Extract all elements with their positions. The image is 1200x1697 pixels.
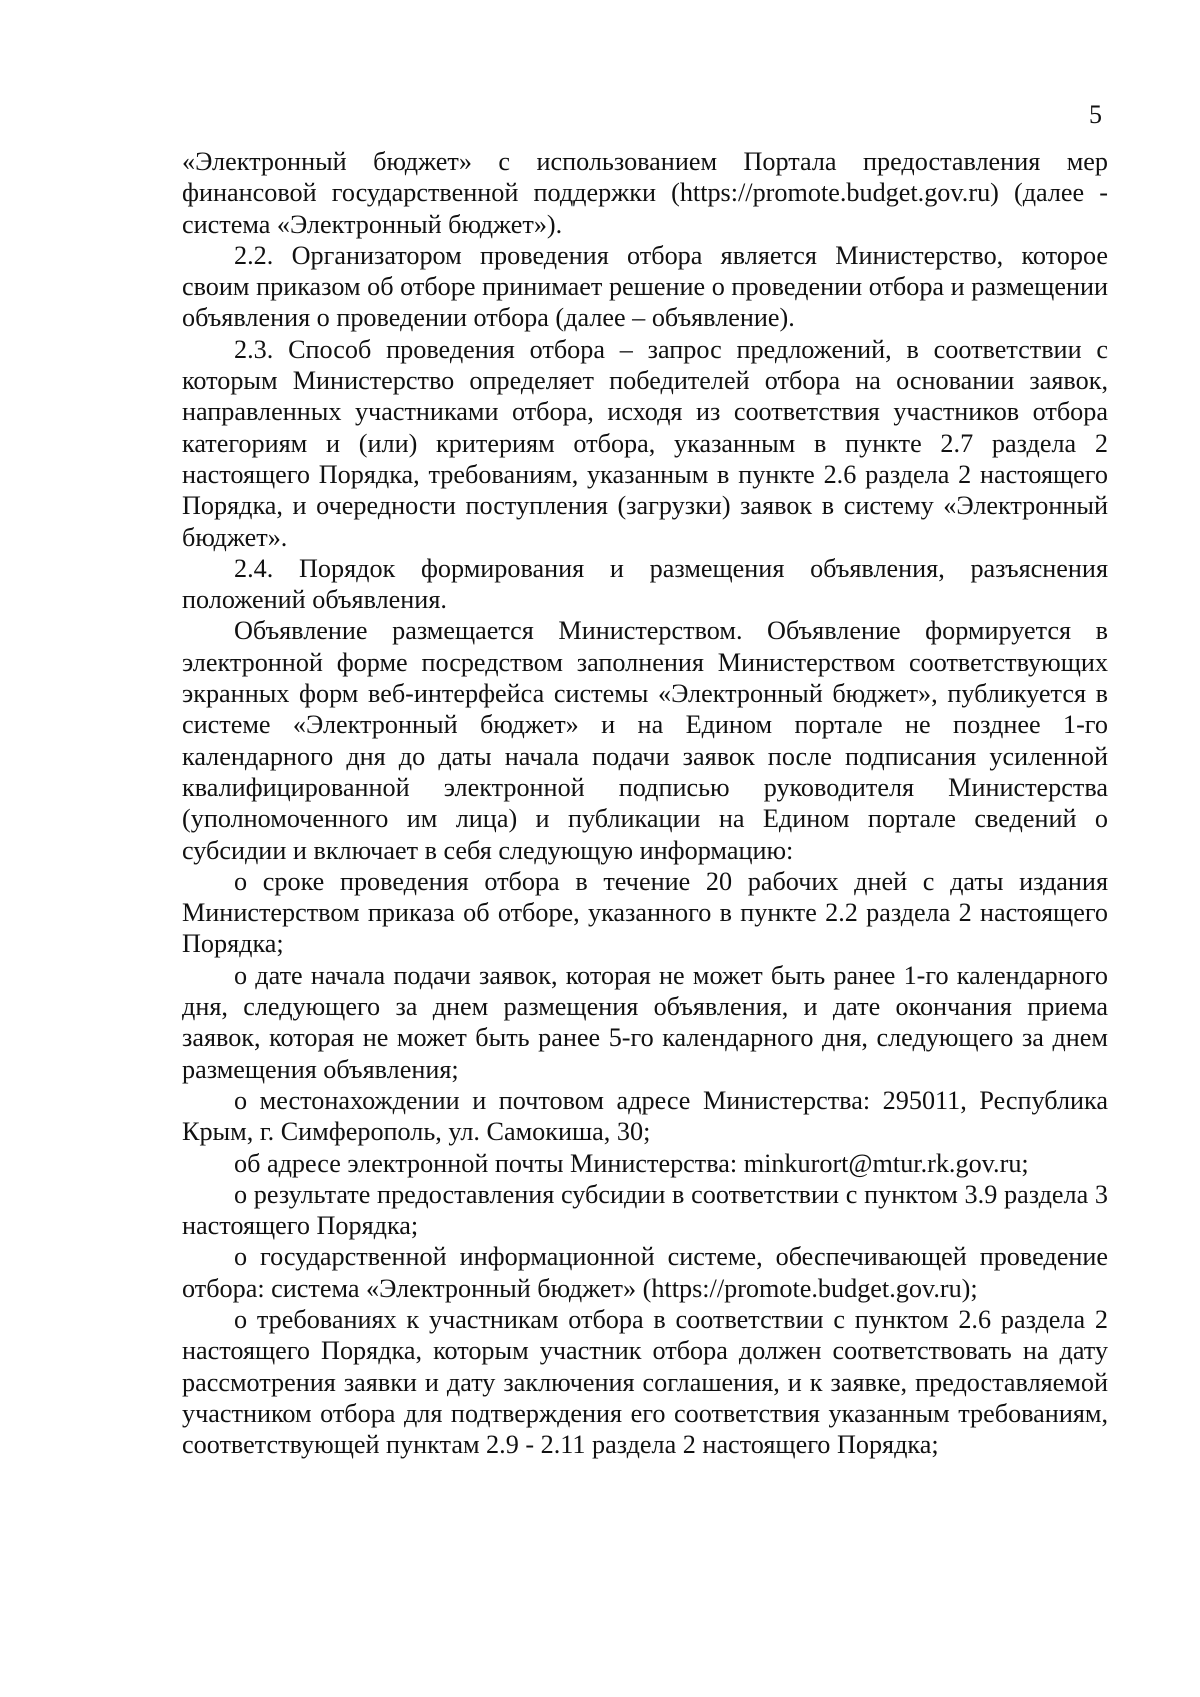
paragraph-application-dates: о дате начала подачи заявок, которая не может быть ранее 1-го календарного дня, следующего за днем размещения объявления, и дате окончания приема заявок, которая не может быть ранее 5-го календарного дня, следующего за днем размещения объявления;: [182, 960, 1108, 1084]
paragraph-selection-term: о сроке проведения отбора в течение 20 рабочих дней с даты издания Министерством приказа об отборе, указанного в пункте 2.2 раздела 2 настоящего Порядка;: [182, 866, 1108, 959]
paragraph-2-4: 2.4. Порядок формирования и размещения объявления, разъяснения положений объявления.: [182, 553, 1108, 615]
paragraph-2-3: 2.3. Способ проведения отбора – запрос предложений, в соответствии с которым Министерство определяет победителей отбора на основании заявок, направленных участниками отбора, исходя из соответствия участников отбора категориям и (или) критериям отбора, указанным в пункте 2.7 раздела 2 настоящего Порядка, требованиям, указанным в пункте 2.6 раздела 2 настоящего Порядка, и очередности поступления (загрузки) заявок в систему «Электронный бюджет».: [182, 334, 1108, 552]
paragraph-ministry-address: о местонахождении и почтовом адресе Министерства: 295011, Республика Крым, г. Симферополь, ул. Самокиша, 30;: [182, 1085, 1108, 1147]
document-body: [182, 146, 1108, 1460]
paragraph-subsidy-result: о результате предоставления субсидии в соответствии с пунктом 3.9 раздела 3 настоящего Порядка;: [182, 1179, 1108, 1241]
paragraph-ministry-email: об адресе электронной почты Министерства: minkurort@mtur.rk.gov.ru;: [234, 1148, 1029, 1178]
paragraph-participant-requirements: о требованиях к участникам отбора в соответствии с пунктом 2.6 раздела 2 настоящего Порядка, которым участник отбора должен соответствовать на дату рассмотрения заявки и дату заключения соглашения, и к заявке, предоставляемой участником отбора для подтверждения его соответствия указанным требованиям, соответствующей пунктам 2.9 - 2.11 раздела 2 настоящего Порядка;: [182, 1304, 1108, 1460]
paragraph-information-system: о государственной информационной системе, обеспечивающей проведение отбора: система «Электронный бюджет» (https://promote.budget.gov.ru);: [182, 1242, 1108, 1303]
page-number: 5: [1089, 100, 1102, 129]
paragraph-continuation: «Электронный бюджет» с использованием Портала предоставления мер финансовой государственной поддержки (https://promote.budget.gov.ru) (далее - система «Электронный бюджет»).: [182, 147, 1108, 239]
paragraph-2-2: 2.2. Организатором проведения отбора является Министерство, которое своим приказом об отборе принимает решение о проведении отбора и размещении объявления о проведении отбора (далее – объявление).: [182, 240, 1108, 333]
paragraph-announcement: Объявление размещается Министерством. Объявление формируется в электронной форме посредством заполнения Министерством соответствующих экранных форм веб-интерфейса системы «Электронный бюджет», публикуется в системе «Электронный бюджет» и на Едином портале не позднее 1-го календарного дня до даты начала подачи заявок после подписания усиленной квалифицированной электронной подписью руководителя Министерства (уполномоченного им лица) и публикации на Едином портале сведений о субсидии и включает в себя следующую информацию:: [182, 616, 1108, 865]
